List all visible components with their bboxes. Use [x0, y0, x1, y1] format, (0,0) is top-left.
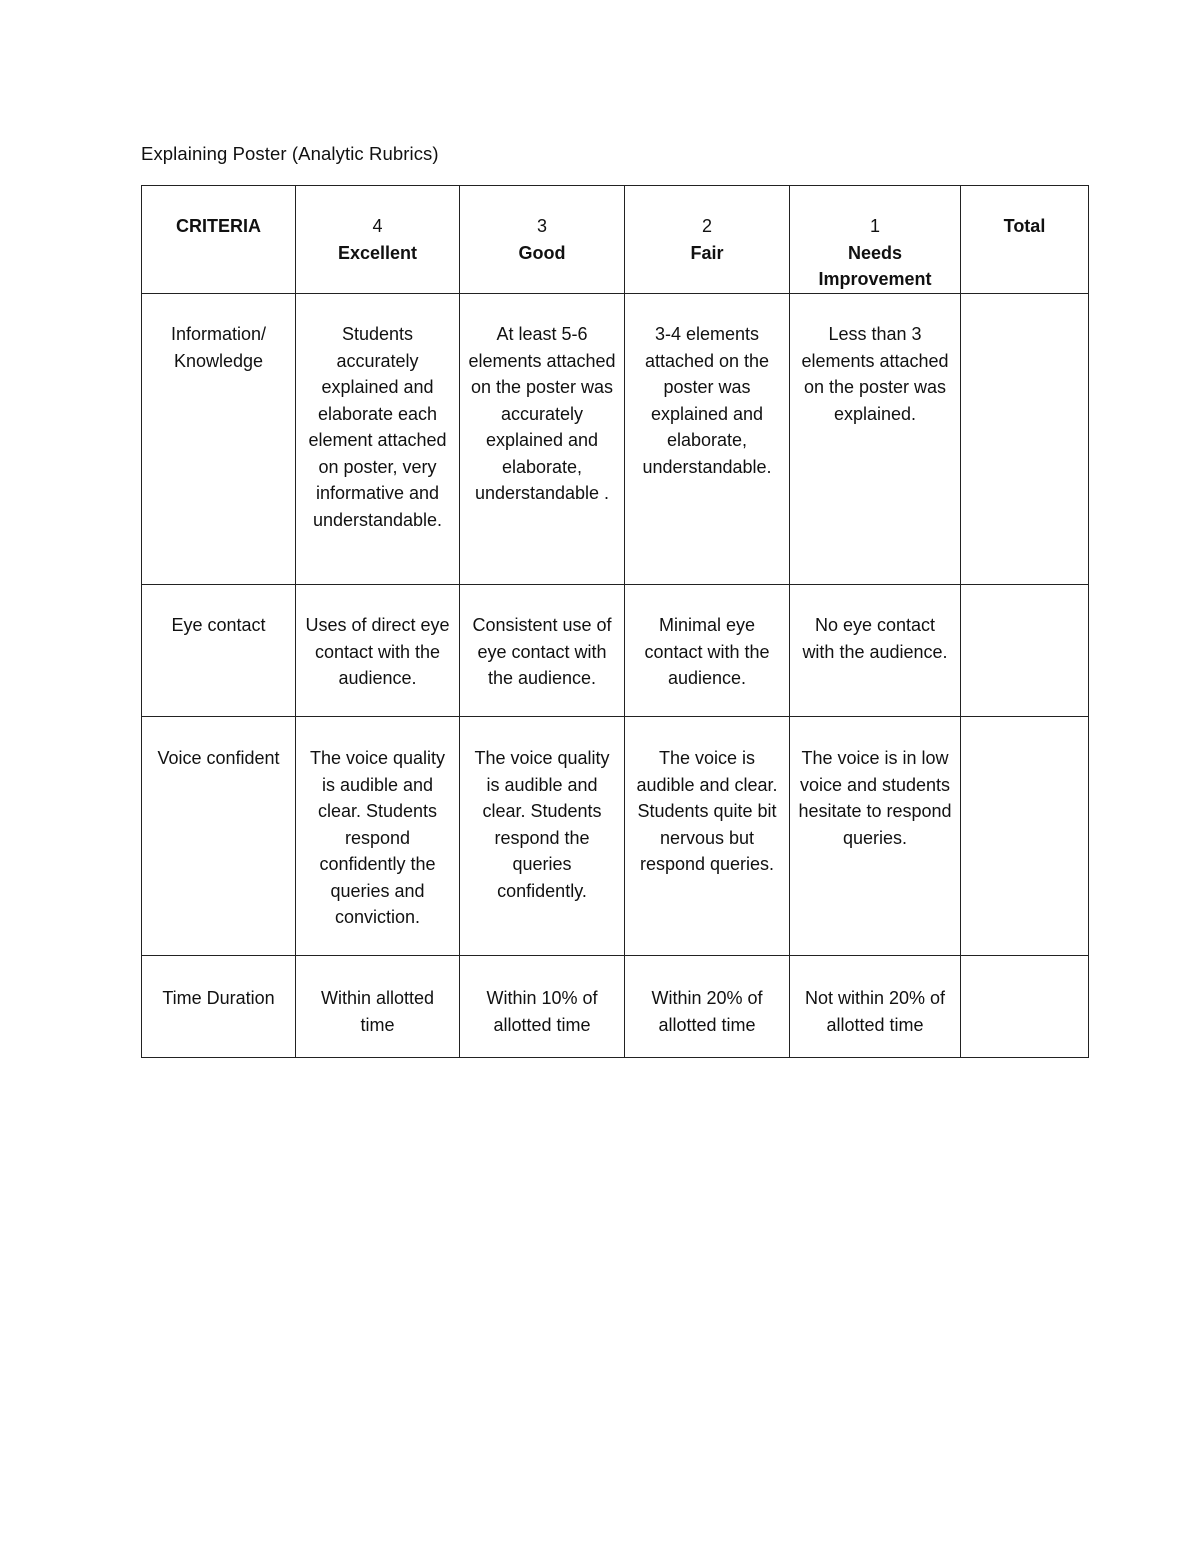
criteria-header: CRITERIA: [142, 186, 296, 294]
criterion-cell: Time Duration: [142, 956, 296, 1058]
total-header: Total: [961, 186, 1089, 294]
descriptor-cell: Not within 20% of allotted time: [790, 956, 961, 1058]
rubric-row-information: [142, 294, 1089, 585]
descriptor-cell: The voice is audible and clear. Students quite bit nervous but respond queries.: [625, 717, 790, 956]
descriptor-cell: Consistent use of eye contact with the audience.: [460, 585, 625, 717]
level-header-good: [460, 186, 625, 294]
total-cell: [961, 717, 1089, 956]
descriptor-cell: Within 20% of allotted time: [625, 956, 790, 1058]
rubric-row-time-duration: [142, 956, 1089, 1058]
total-cell: [961, 585, 1089, 717]
descriptor-cell: The voice quality is audible and clear. Students respond confidently the queries and conviction.: [296, 717, 460, 956]
level-label: Good: [518, 242, 566, 263]
level-score: 1: [869, 216, 880, 236]
total-cell: [961, 956, 1089, 1058]
descriptor-cell: No eye contact with the audience.: [790, 585, 961, 717]
rubric-table: [141, 185, 1089, 1058]
document-title: Explaining Poster (Analytic Rubrics): [141, 143, 439, 164]
level-label: Needs Improvement: [818, 242, 932, 289]
level-label: Excellent: [337, 242, 418, 263]
descriptor-cell: Within allotted time: [296, 956, 460, 1058]
rubric-row-voice: [142, 717, 1089, 956]
descriptor-cell: Less than 3 elements attached on the poster was explained.: [790, 294, 961, 585]
descriptor-cell: Students accurately explained and elaborate each element attached on poster, very informative and understandable.: [296, 294, 460, 585]
level-label: Fair: [690, 242, 724, 263]
descriptor-cell: Uses of direct eye contact with the audience.: [296, 585, 460, 717]
level-score: 3: [536, 216, 547, 236]
descriptor-cell: 3-4 elements attached on the poster was explained and elaborate, understandable.: [625, 294, 790, 585]
rubric-row-eye-contact: [142, 585, 1089, 717]
criterion-cell: Voice confident: [142, 717, 296, 956]
descriptor-cell: The voice is in low voice and students hesitate to respond queries.: [790, 717, 961, 956]
total-cell: [961, 294, 1089, 585]
level-score: 2: [701, 216, 712, 236]
descriptor-cell: Within 10% of allotted time: [460, 956, 625, 1058]
descriptor-cell: At least 5-6 elements attached on the poster was accurately explained and elaborate, understandable .: [460, 294, 625, 585]
criterion-cell: Information/ Knowledge: [142, 294, 296, 585]
level-header-fair: [625, 186, 790, 294]
level-header-needs-improvement: [790, 186, 961, 294]
criterion-cell: Eye contact: [142, 585, 296, 717]
descriptor-cell: Minimal eye contact with the audience.: [625, 585, 790, 717]
descriptor-cell: The voice quality is audible and clear. Students respond the queries confidently.: [460, 717, 625, 956]
level-score: 4: [372, 216, 383, 236]
header-row: [142, 186, 1089, 294]
level-header-excellent: [296, 186, 460, 294]
